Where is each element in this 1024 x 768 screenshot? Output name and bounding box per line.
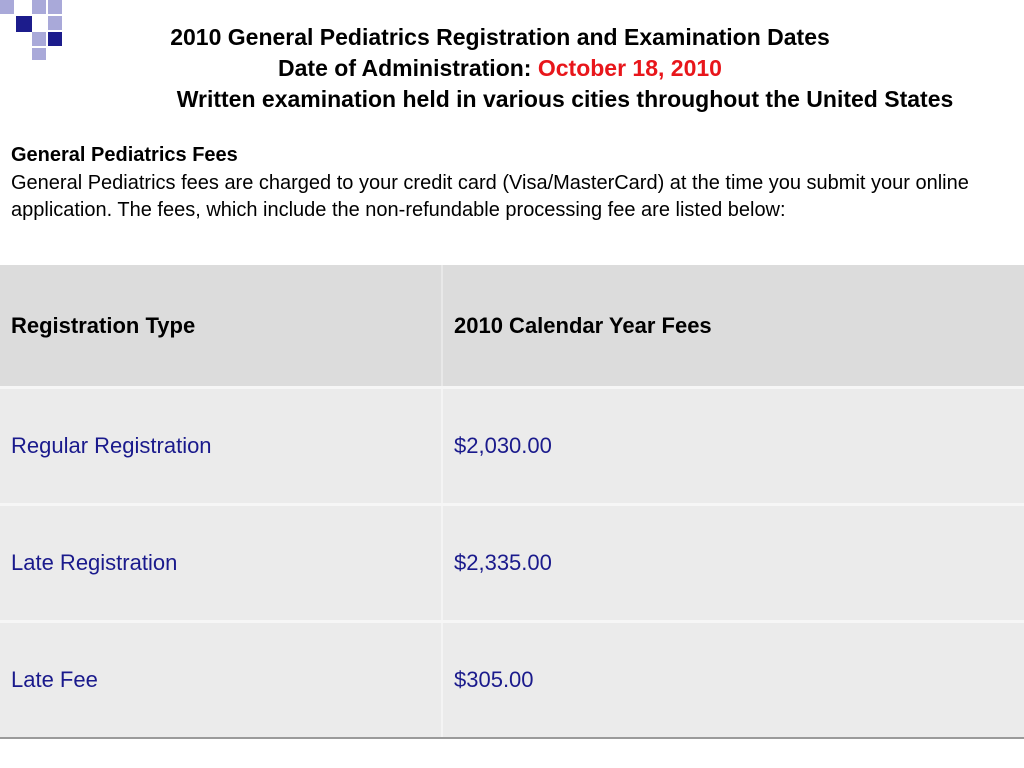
- title-line-1: 2010 General Pediatrics Registration and Examination Dates: [170, 24, 830, 50]
- table-row: [0, 388, 1024, 505]
- table-header-row: [0, 265, 1024, 388]
- column-header-fees: 2010 Calendar Year Fees: [442, 265, 1024, 388]
- fees-heading: General Pediatrics Fees: [11, 144, 238, 166]
- table-row: [0, 505, 1024, 622]
- fees-description: General Pediatrics fees are charged to your credit card (Visa/MasterCard) at the time you submit your online application. The fees, which include the non-refundable processing fee are listed below:: [11, 171, 969, 221]
- administration-label: Date of Administration:: [278, 55, 538, 81]
- fee-cell: $2,335.00: [442, 505, 1024, 622]
- administration-date: October 18, 2010: [537, 55, 722, 81]
- administration-date-line: [0, 53, 1024, 84]
- fees-section: [11, 142, 1016, 225]
- title-line-3: Written examination held in various cities throughout the United States: [176, 86, 954, 112]
- registration-type-cell: Late Fee: [0, 622, 442, 739]
- fee-cell: $2,030.00: [442, 388, 1024, 505]
- registration-type-cell: Regular Registration: [0, 388, 442, 505]
- column-header-registration-type: Registration Type: [0, 265, 442, 388]
- fee-cell: $305.00: [442, 622, 1024, 739]
- registration-type-cell: Late Registration: [0, 505, 442, 622]
- table-row: [0, 622, 1024, 739]
- fee-table: [0, 265, 1024, 739]
- page-title: [100, 22, 1024, 115]
